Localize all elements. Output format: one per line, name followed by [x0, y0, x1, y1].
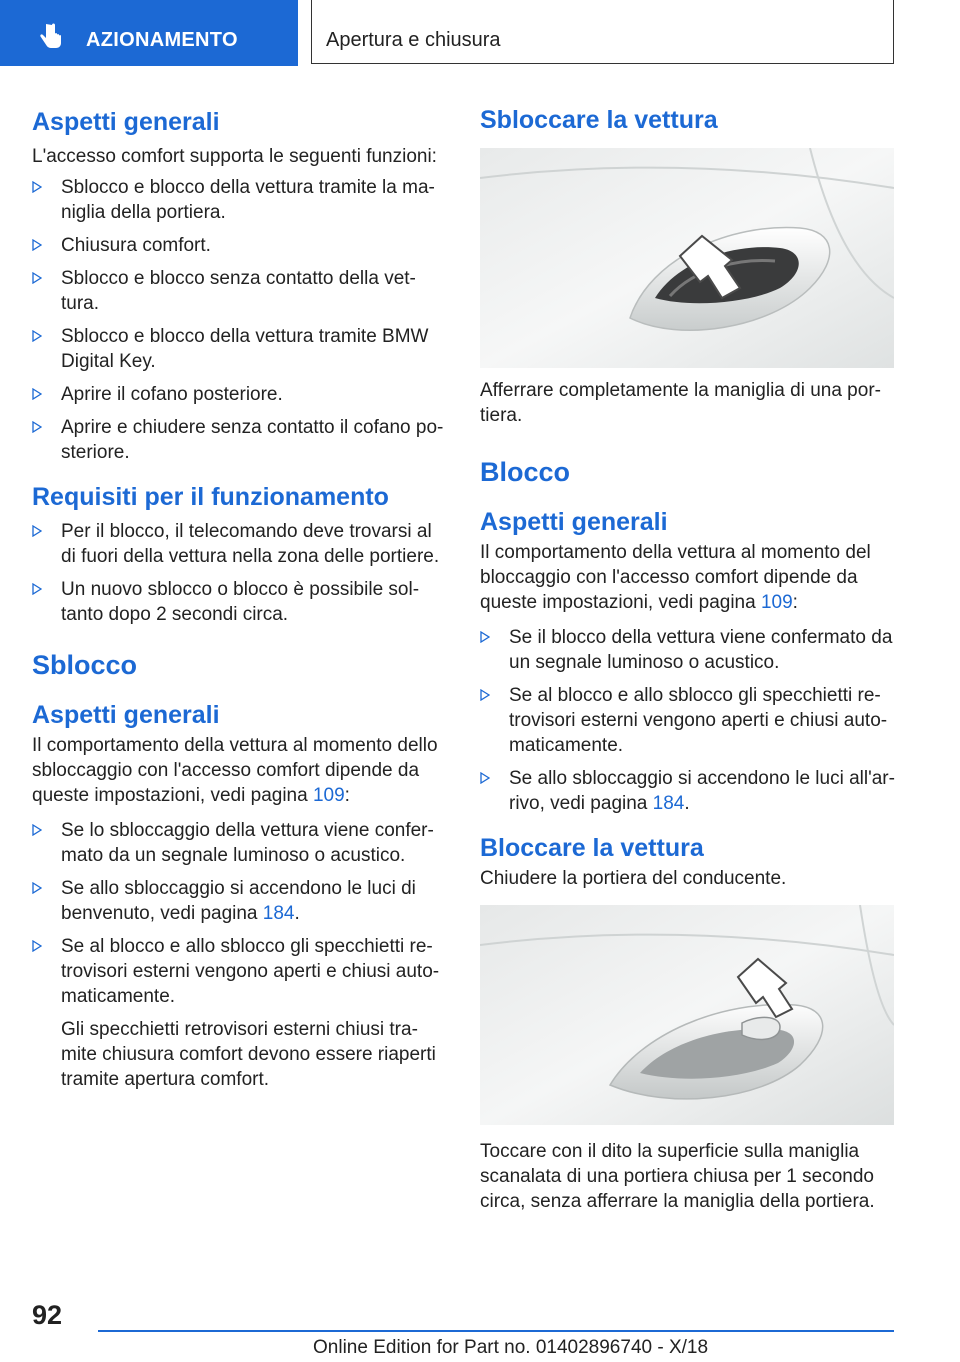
lock-car-text: Toccare con il dito la superficie sulla maniglia scanalata di una portiera chiusa per 1 secondo circa, senza afferrare la maniglia della portiera.: [480, 1141, 875, 1212]
list-item: Sblocco e blocco della vettura tramite BMW Digital Key.: [32, 324, 446, 374]
door-handle-unlock-image: [480, 148, 894, 368]
triangle-bullet-icon: [32, 421, 42, 433]
unlock-heading: Sblocco: [32, 650, 138, 680]
page-link[interactable]: 109: [760, 592, 793, 613]
lock-car-heading: Bloccare la vettura: [480, 834, 704, 862]
lock-general-heading: Aspetti generali: [480, 508, 668, 536]
list-item: Sblocco e blocco senza contatto della vet-tura.: [32, 266, 446, 316]
page-link[interactable]: 109: [312, 785, 345, 806]
list-item: Se lo sbloccaggio della vettura viene confer-mato da un segnale luminoso o acustico.: [32, 818, 446, 868]
unlock-intro: Il comportamento della vettura al momento dello sbloccaggio con l'accesso comfort dipende da queste impostazioni, vedi pagina 109:: [32, 735, 438, 806]
list-item: Se al blocco e allo sblocco gli specchietti re-trovisori esterni vengono aperti e chiusi auto-maticamente.: [480, 683, 896, 758]
lock-car-intro: Chiudere la portiera del conducente.: [480, 868, 787, 889]
general-list: [32, 175, 446, 465]
triangle-bullet-icon: [32, 330, 42, 342]
list-item: Per il blocco, il telecomando deve trovarsi al di fuori della vettura nella zona delle portiere.: [32, 519, 446, 569]
unlock-car-heading: Sbloccare la vettura: [480, 106, 718, 134]
list-item: Aprire e chiudere senza contatto il cofano po-steriore.: [32, 415, 446, 465]
topic-header: [311, 0, 894, 64]
door-handle-lock-image: [480, 905, 894, 1125]
page-link[interactable]: 184: [262, 903, 295, 924]
list-item: Se al blocco e allo sblocco gli specchietti re-trovisori esterni vengono aperti e chiusi auto-maticamente. Gli specchietti retrovisori esterni chiusi tra-mite chiusura comfort devono essere riaperti tramite apertura comfort.: [32, 934, 446, 1092]
section-title: AZIONAMENTO: [86, 29, 238, 51]
triangle-bullet-icon: [32, 181, 42, 193]
general-heading: Aspetti generali: [32, 108, 220, 136]
triangle-bullet-icon: [32, 882, 42, 894]
footer-divider: [98, 1330, 894, 1332]
left-column: [32, 100, 446, 1092]
lock-list: [480, 625, 896, 816]
list-item: Aprire il cofano posteriore.: [32, 382, 446, 407]
triangle-bullet-icon: [32, 940, 42, 952]
triangle-bullet-icon: [32, 239, 42, 251]
list-item: Chiusura comfort.: [32, 233, 446, 258]
triangle-bullet-icon: [480, 631, 490, 643]
requirements-list: [32, 519, 446, 627]
general-intro: L'accesso comfort supporta le seguenti funzioni:: [32, 146, 437, 167]
triangle-bullet-icon: [32, 388, 42, 400]
list-item: Se allo sbloccaggio si accendono le luci di benvenuto, vedi pagina 184.: [32, 876, 446, 926]
triangle-bullet-icon: [32, 824, 42, 836]
hand-touch-icon: [36, 21, 66, 51]
lock-intro: Il comportamento della vettura al momento del bloccaggio con l'accesso comfort dipende da queste impostazioni, vedi pagina 109:: [480, 542, 871, 613]
page-number: 92: [32, 1300, 63, 1330]
list-item-note: Gli specchietti retrovisori esterni chiusi tra-mite chiusura comfort devono essere riaperti tramite apertura comfort.: [61, 1019, 436, 1090]
requirements-heading: Requisiti per il funzionamento: [32, 483, 389, 511]
list-item: Se allo sbloccaggio si accendono le luci all'ar-rivo, vedi pagina 184.: [480, 766, 896, 816]
list-item: Un nuovo sblocco o blocco è possibile sol-tanto dopo 2 secondi circa.: [32, 577, 446, 627]
right-column: [480, 100, 896, 1214]
unlock-car-text: Afferrare completamente la maniglia di una por-tiera.: [480, 380, 881, 426]
list-item: Sblocco e blocco della vettura tramite la ma-niglia della portiera.: [32, 175, 446, 225]
list-item: Se il blocco della vettura viene confermato da un segnale luminoso o acustico.: [480, 625, 896, 675]
section-tab[interactable]: [0, 0, 298, 66]
triangle-bullet-icon: [32, 583, 42, 595]
triangle-bullet-icon: [480, 772, 490, 784]
triangle-bullet-icon: [32, 525, 42, 537]
page-link[interactable]: 184: [652, 793, 685, 814]
unlock-general-heading: Aspetti generali: [32, 701, 220, 729]
triangle-bullet-icon: [480, 689, 490, 701]
topic-title: Apertura e chiusura: [326, 29, 501, 51]
lock-heading: Blocco: [480, 457, 571, 487]
footer-edition: Online Edition for Part no. 01402896740 - X/18: [313, 1337, 709, 1358]
triangle-bullet-icon: [32, 272, 42, 284]
unlock-list: [32, 818, 446, 1092]
